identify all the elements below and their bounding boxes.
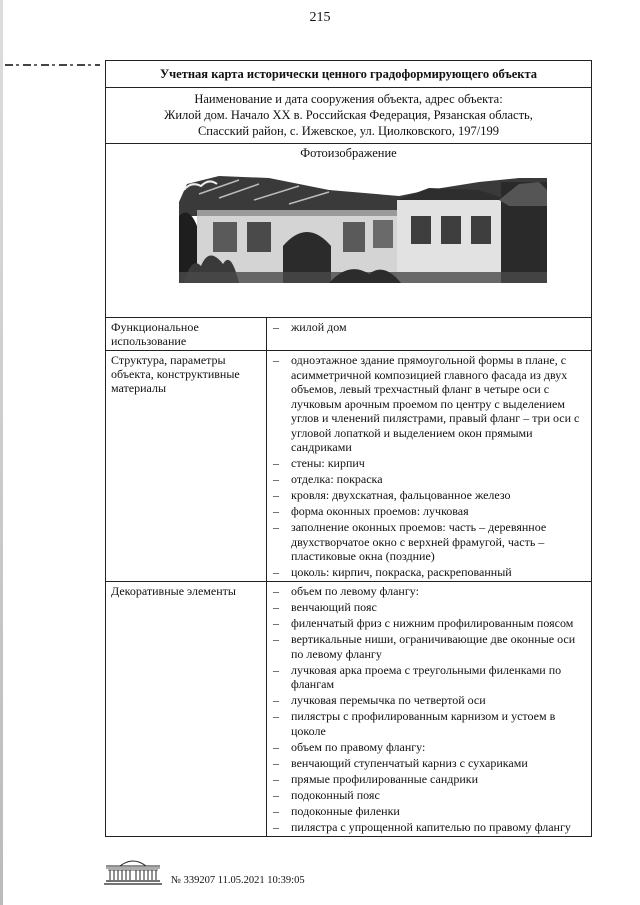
government-building-logo	[104, 856, 162, 886]
list-item: – одноэтажное здание прямоугольной формы в плане, с асимметричной композицией главного фасада из двух объемов, левый трехчастный фланг в четыре оси с лучковым арочным проемом по центру с выделением углов и членений пилястрами, правый фланг – три оси с угловой лопаткой и выделением окон прямыми сандриками	[273, 353, 587, 455]
function-list	[273, 320, 587, 335]
page-left-edge	[0, 0, 3, 905]
list-item: – пилястры с профилированным карнизом и устоем в цоколе	[273, 709, 587, 738]
document-footer	[104, 856, 404, 886]
object-name-line-2: Спасский район, с. Ижевское, ул. Циолковского, 197/199	[197, 124, 500, 138]
list-item: – пилястра с упрощенной капителью по правому флангу	[273, 820, 587, 835]
record-card	[105, 60, 592, 837]
registration-stamp: № 339207 11.05.2021 10:39:05	[171, 875, 305, 886]
list-item: – прямые профилированные сандрики	[273, 772, 587, 787]
row-label-function: Функциональное использование	[106, 318, 267, 351]
page-number: 215	[309, 10, 331, 25]
list-item: – объем по левому флангу:	[273, 584, 587, 599]
list-item: – венчающий ступенчатый карниз с сухариками	[273, 756, 587, 771]
object-data-table	[106, 318, 591, 836]
photo-label: Фотоизображение	[300, 146, 397, 160]
list-item: – венчающий пояс	[273, 600, 587, 615]
list-item: – лучковая арка проема с треугольными филенками по флангам	[273, 663, 587, 692]
list-item: – кровля: двухскатная, фальцованное железо	[273, 488, 587, 503]
object-name-block	[106, 88, 591, 144]
list-item: – объем по правому флангу:	[273, 740, 587, 755]
list-item: – стены: кирпич	[273, 456, 587, 471]
list-item: – подоконные филенки	[273, 804, 587, 819]
building-photo	[179, 176, 547, 283]
row-label-decor: Декоративные элементы	[106, 582, 267, 836]
photo-section	[106, 146, 591, 318]
list-item: – подоконный пояс	[273, 788, 587, 803]
list-item: – филенчатый фриз с нижним профилированным поясом	[273, 616, 587, 631]
list-item: – цоколь: кирпич, покраска, раскрепованный	[273, 565, 587, 580]
list-item: – форма оконных проемов: лучковая	[273, 504, 587, 519]
row-label-structure: Структура, параметры объекта, конструктивные материалы	[106, 351, 267, 582]
card-title: Учетная карта исторически ценного градоформирующего объекта	[106, 61, 591, 88]
table-row	[106, 582, 591, 836]
list-item: – лучковая перемычка по четвертой оси	[273, 693, 587, 708]
list-item: – жилой дом	[273, 320, 587, 335]
table-row	[106, 318, 591, 351]
table-row	[106, 351, 591, 582]
decor-list	[273, 584, 587, 834]
scan-artifact-mark	[5, 64, 100, 66]
object-name-label: Наименование и дата сооружения объекта, адрес объекта:	[194, 92, 503, 106]
structure-list	[273, 353, 587, 580]
list-item: – отделка: покраска	[273, 472, 587, 487]
list-item: – вертикальные ниши, ограничивающие две оконные оси по левому флангу	[273, 632, 587, 661]
object-name-line-1: Жилой дом. Начало XX в. Российская Федерация, Рязанская область,	[164, 108, 533, 122]
list-item: – заполнение оконных проемов: часть – деревянное двухстворчатое окно с верхней фрамугой, часть – пластиковые окна (поздние)	[273, 520, 587, 564]
